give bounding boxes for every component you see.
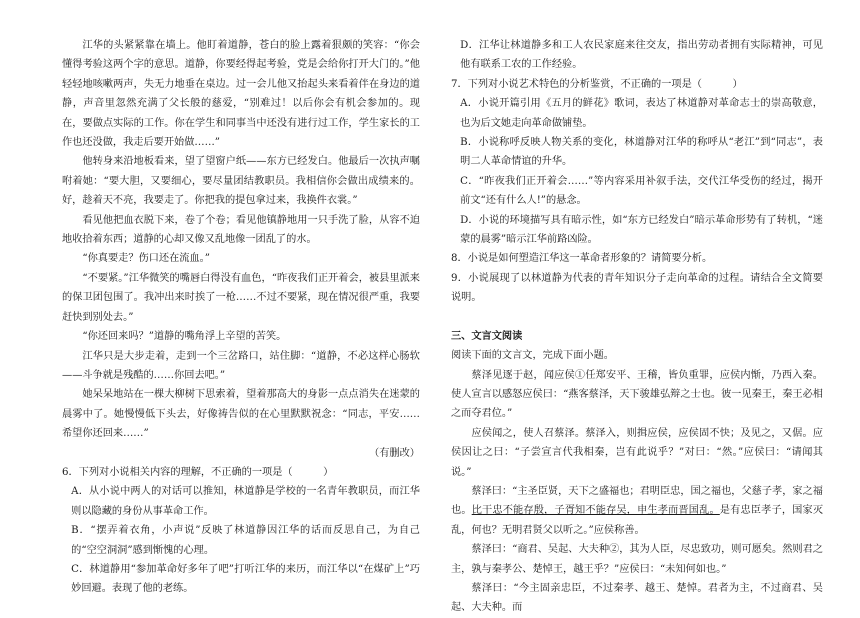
- story-paragraph: “你真要走？伤口还在流血。”: [82, 253, 210, 265]
- story-paragraph: 江华只是大步走着，走到一个三岔路口，站住脚：“道静，不必这样心肠软——斗争就是残酷的……你回去吧。”: [62, 350, 420, 381]
- question-7-option-b: B．小说称呼反映人物关系的变化，林道静对江华的称呼从“老江”到“同志”，表明二人革命情谊的升华。: [460, 137, 823, 168]
- classical-paragraph: 蔡泽曰：“商君、吴起、大夫种②，其为人臣，尽忠致功，则可愿矣。然则君之主，孰与秦孝公、楚悼王，越王乎？”应侯曰：“未知何如也。”: [451, 544, 823, 575]
- classical-text: 是有忠臣孝子，国家灭乱，何也？无明君贤父以听之。”应侯称善。: [451, 505, 824, 536]
- section-instructions: 阅读下面的文言文，完成下面小题。: [451, 350, 614, 362]
- classical-paragraph: 应侯闻之，使人召蔡泽。蔡泽入，则揖应侯，应侯固不快；及见之，又倨。应侯因让之曰：“子尝宣言代我相秦，岂有此说乎？”对曰：“然。”应侯曰：“请闻其说。”: [451, 427, 823, 478]
- left-column: [62, 36, 420, 599]
- right-column: [451, 36, 823, 618]
- classical-paragraph: [451, 482, 823, 540]
- question-6-option-d: D．江华让林道静多和工人农民家庭来往交友，指出劳动者拥有实际精神，可见他有联系工农的工作经验。: [460, 40, 823, 71]
- underlined-sentence: 比干忠不能存殷，子胥知不能存吴，申生孝而晋国乱。: [471, 505, 720, 517]
- classical-text: 蔡泽曰：“主圣臣贤，天下之盛福也；君明臣忠，国之福也，父慈子孝，家之福也。: [451, 485, 823, 517]
- question-9: 9．小说展现了以林道静为代表的青年知识分子走向革命的过程。请结合全文简要说明。: [451, 272, 823, 304]
- source-note: （有删改）: [369, 447, 420, 459]
- story-paragraph: “你还回来吗？”道静的嘴角浮上辛望的苦笑。: [82, 331, 287, 343]
- question-6: 6．下列对小说相关内容的理解，不正确的一项是（ ）: [62, 466, 334, 478]
- story-paragraph: 她呆呆地站在一棵大柳树下思索着，望着那高大的身影一点点消失在迷蒙的晨雾中了。她慢慢低下头去，好像祷告似的在心里默默祝念：“同志，平安……希望你还回来……”: [62, 389, 420, 440]
- question-7-option-a: A．小说开篇引用《五月的鲜花》歌词，表达了林道静对革命志士的崇高敬意，也为后文她走向革命做铺垫。: [460, 98, 823, 129]
- question-8: 8．小说是如何塑造江华这一革命者形象的？请简要分析。: [451, 253, 713, 265]
- question-7-option-c: C．“昨夜我们正开着会……”等内容采用补叙手法，交代江华受伤的经过，揭开前文“还有什么人!”的悬念。: [460, 175, 823, 207]
- question-6-option-c: C．林道静用“参加革命好多年了吧”打听江华的来历，而江华以“在煤矿上”巧妙回避。表现了他的老练。: [71, 563, 420, 595]
- question-6-option-b: B．“摆弄着衣角，小声说”反映了林道静因江华的话而反思自己，为自己的“空空洞洞”感到惭愧的心理。: [71, 525, 420, 556]
- section-heading: 三、文言文阅读: [451, 329, 523, 342]
- story-paragraph: 他转身来沿地板看来，望了望窗户纸——东方已经发白。他最后一次执声嘱咐着她：“要大胆，又要细心，要尽量团结教职员。我相信你会做出成绩来的。好，趁着天不亮，我要走了。你把我的提包拿过来，我换件衣裳。”: [62, 156, 420, 207]
- story-paragraph: 江华的头紧紧靠在墙上。他盯着道静，苍白的脸上露着狠颇的笑容：“你会懂得考验这两个字的意思。道静，你要经得起考验，党是会给你打开大门的。”他轻轻地咳嗽两声，失无力地垂在桌边。过一会儿他又抬起头来看着伴在身边的道静，声音里忽然充满了父长般的慈爱，“别难过！以后你会有机会参加的。现在，要做点实际的工作。你在学生和同事当中还没有进行过工作，学生家长的工作也还没做，我走后要开始做……”: [62, 40, 420, 149]
- question-6-option-a: A．从小说中两人的对话可以推知，林道静是学校的一名青年教职员，而江华则以隐藏的身份从事革命工作。: [71, 486, 420, 517]
- story-paragraph: 看见他把血衣脱下来，卷了个卷；看见他镇静地用一只手洗了脸，从容不迫地收拾着东西；道静的心却又像又乱地像一团乱了的水。: [62, 214, 420, 246]
- question-7: 7．下列对小说艺术特色的分析鉴赏，不正确的一项是（ ）: [451, 78, 743, 90]
- question-7-option-d: D．小说的环境描写具有暗示性，如“东方已经发白”暗示革命形势有了转机，“迷蒙的晨雾”暗示江华前路凶险。: [460, 214, 823, 246]
- classical-paragraph: 蔡泽见逐于赵，闻应侯①任郑安平、王稽，皆负重罪，应侯内惭，乃西入秦。使人宣言以感怒应侯曰：“燕客蔡泽，天下骏雄弘辩之士也。彼一见秦王，秦王必相之而夺君位。”: [451, 369, 823, 420]
- story-paragraph: “不要紧。”江华微笑的嘴唇白得没有血色，“昨夜我们正开着会，被县里派来的保卫团包围了。我冲出来时挨了一枪……不过不要紧，现在情况很严重，我要赶快到别处去。”: [62, 272, 420, 323]
- classical-paragraph: 蔡泽曰：“今主固亲忠臣，不过秦孝、越王、楚悼。君者为主，不过商君、吴起、大夫种。而: [451, 582, 823, 614]
